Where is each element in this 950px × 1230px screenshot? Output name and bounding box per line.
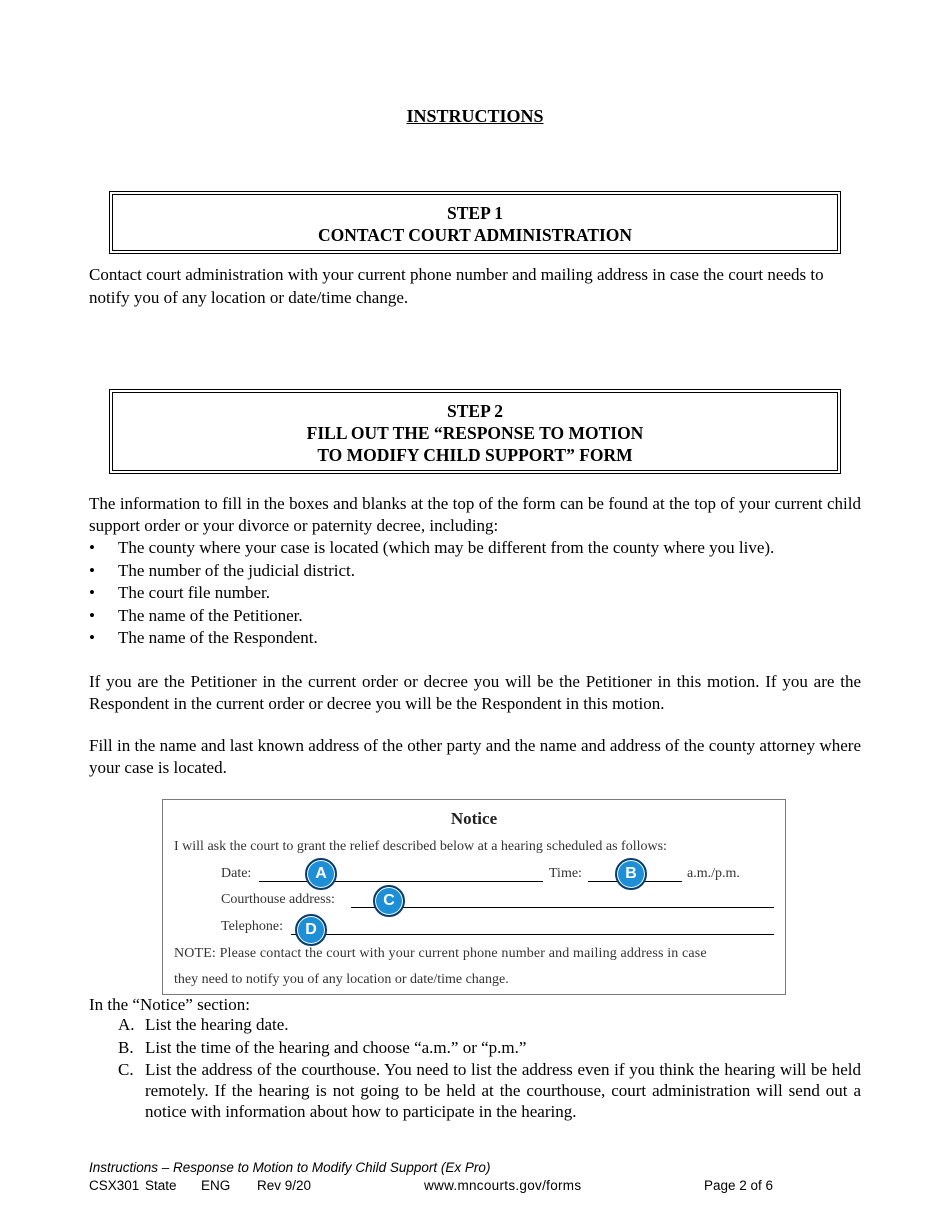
step1-heading: CONTACT COURT ADMINISTRATION xyxy=(317,225,633,245)
date-label: Date: xyxy=(221,866,252,881)
footer-page-number: Page 2 of 6 xyxy=(704,1178,774,1193)
list-item-text: List the hearing date. xyxy=(145,1015,289,1034)
marker-d-icon: D xyxy=(295,914,327,946)
courthouse-label: Courthouse address: xyxy=(221,892,335,907)
list-item xyxy=(118,1059,861,1122)
step1-box xyxy=(109,191,841,254)
footer-doc-title: Instructions – Response to Motion to Modify Child Support (Ex Pro) xyxy=(89,1160,491,1175)
marker-c-icon: C xyxy=(373,885,405,917)
footer-state: State xyxy=(145,1178,177,1193)
step2-heading-line2: TO MODIFY CHILD SUPPORT” FORM xyxy=(317,445,633,465)
footer-revision: Rev 9/20 xyxy=(257,1178,312,1193)
list-item-text: List the address of the courthouse. You need to list the address even if you think the hearing will be held remotely. If the hearing is not going to be held at the courthouse, court administration will send out a notice with information about how to participate in the hearing. xyxy=(145,1060,861,1121)
list-item: • The number of the judicial district. xyxy=(89,560,774,583)
notice-note-line1: NOTE: Please contact the court with your current phone number and mailing address in case xyxy=(174,946,707,961)
list-item: • The court file number. xyxy=(89,582,774,605)
notice-note-line2: they need to notify you of any location or date/time change. xyxy=(174,972,509,987)
step2-box xyxy=(109,389,841,474)
footer-url: www.mncourts.gov/forms xyxy=(424,1178,582,1193)
notice-instructions-list xyxy=(118,1014,861,1124)
notice-intro: I will ask the court to grant the relief described below at a hearing scheduled as follows: xyxy=(174,839,667,854)
step2-heading-line1: FILL OUT THE “RESPONSE TO MOTION xyxy=(306,423,644,443)
date-line xyxy=(259,881,543,882)
list-item: • The name of the Petitioner. xyxy=(89,605,774,628)
list-item-label: B. xyxy=(118,1037,134,1057)
list-item: • The name of the Respondent. xyxy=(89,627,774,650)
list-item-text: List the time of the hearing and choose “a.m.” or “p.m.” xyxy=(145,1037,527,1057)
ampm-label: a.m./p.m. xyxy=(687,866,740,881)
marker-a-icon: A xyxy=(305,858,337,890)
page-title: INSTRUCTIONS xyxy=(406,106,544,126)
list-item-label: A. xyxy=(118,1015,135,1034)
other-party-paragraph: Fill in the name and last known address of the other party and the name and address of the county attorney where your case is located. xyxy=(89,736,861,777)
info-bullet-list xyxy=(89,537,774,650)
notice-title: Notice xyxy=(450,809,498,828)
notice-section-heading: In the “Notice” section: xyxy=(89,995,250,1014)
footer-form-code: CSX301 xyxy=(89,1178,140,1193)
list-item-label: C. xyxy=(118,1060,134,1079)
footer-language: ENG xyxy=(201,1178,231,1193)
marker-b-icon: B xyxy=(615,858,647,890)
petitioner-paragraph: If you are the Petitioner in the current order or decree you will be the Petitioner in this motion. If you are the Respondent in the current order or decree you will be the Respondent in this motion. xyxy=(89,672,861,713)
time-label: Time: xyxy=(549,866,582,881)
step1-number: STEP 1 xyxy=(447,203,503,223)
list-item xyxy=(118,1037,861,1058)
list-item: • The county where your case is located (which may be different from the county where you live). xyxy=(89,537,774,560)
step2-number: STEP 2 xyxy=(447,401,503,421)
telephone-label: Telephone: xyxy=(221,919,283,934)
step2-intro: The information to fill in the boxes and blanks at the top of the form can be found at the top of your current child support order or your divorce or paternity decree, including: xyxy=(89,494,861,535)
courthouse-line xyxy=(351,907,774,908)
notice-example-figure xyxy=(162,799,786,995)
list-item xyxy=(118,1014,861,1035)
step1-body: Contact court administration with your current phone number and mailing address in case the court needs to notify you of any location or date/time change. xyxy=(89,265,824,307)
telephone-line xyxy=(291,934,774,935)
